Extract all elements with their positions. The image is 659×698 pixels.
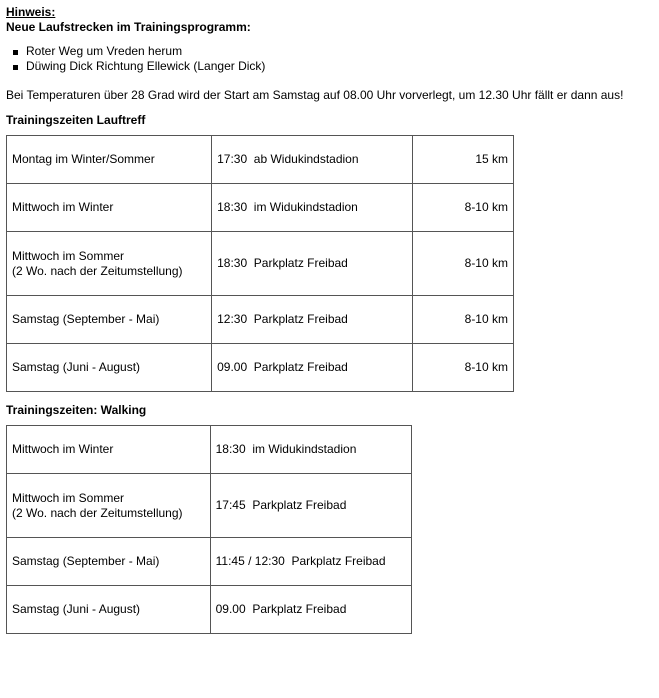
distance-cell: 8-10 km — [413, 184, 514, 232]
day-label: Mittwoch im Winter — [12, 200, 114, 214]
day-label: Samstag (Juni - August) — [12, 602, 141, 616]
day-cell — [7, 586, 211, 634]
day-label: Samstag (Juni - August) — [12, 360, 141, 374]
lauftreff-title: Trainingszeiten Lauftreff — [6, 113, 146, 127]
day-cell — [7, 344, 212, 392]
route-list — [6, 44, 654, 74]
notice-headline: Neue Laufstrecken im Trainingsprogramm: — [6, 20, 251, 34]
list-item: Düwing Dick Richtung Ellewick (Langer Dick) — [26, 59, 654, 74]
distance-cell: 8-10 km — [413, 296, 514, 344]
day-label: Samstag (September - Mai) — [12, 554, 160, 568]
day-cell — [7, 426, 211, 474]
lauftreff-table — [6, 135, 514, 392]
time-cell: 11:45 / 12:30 Parkplatz Freibad — [210, 538, 411, 586]
page-content — [6, 5, 654, 634]
day-cell — [7, 232, 212, 296]
day-label: Mittwoch im Winter — [12, 442, 114, 456]
time-cell: 18:30 im Widukindstadion — [212, 184, 413, 232]
day-label: Mittwoch im Sommer — [12, 490, 125, 505]
distance-cell: 8-10 km — [413, 232, 514, 296]
table-row — [7, 586, 412, 634]
time-cell: 09.00 Parkplatz Freibad — [210, 586, 411, 634]
time-cell: 18:30 im Widukindstadion — [210, 426, 411, 474]
notice-label: Hinweis: — [6, 5, 56, 19]
table-row — [7, 426, 412, 474]
table-row — [7, 344, 514, 392]
temperature-note: Bei Temperaturen über 28 Grad wird der Start am Samstag auf 08.00 Uhr vorverlegt, um 12.30 Uhr fällt er dann aus! — [6, 88, 624, 102]
day-cell — [7, 474, 211, 538]
table-row — [7, 474, 412, 538]
time-cell: 09.00 Parkplatz Freibad — [212, 344, 413, 392]
day-label: Montag im Winter/Sommer — [12, 152, 155, 166]
distance-cell: 15 km — [413, 136, 514, 184]
table-row — [7, 538, 412, 586]
day-label: Samstag (September - Mai) — [12, 312, 160, 326]
time-cell: 17:45 Parkplatz Freibad — [210, 474, 411, 538]
walking-title: Trainingszeiten: Walking — [6, 403, 147, 417]
day-note: (2 Wo. nach der Zeitumstellung) — [12, 505, 183, 520]
day-cell — [7, 538, 211, 586]
table-row — [7, 136, 514, 184]
walking-table — [6, 425, 412, 634]
table-row — [7, 232, 514, 296]
time-cell: 17:30 ab Widukindstadion — [212, 136, 413, 184]
time-cell: 12:30 Parkplatz Freibad — [212, 296, 413, 344]
day-note: (2 Wo. nach der Zeitumstellung) — [12, 263, 183, 278]
day-cell — [7, 296, 212, 344]
day-cell — [7, 136, 212, 184]
table-row — [7, 184, 514, 232]
day-cell — [7, 184, 212, 232]
list-item: Roter Weg um Vreden herum — [26, 44, 654, 59]
day-label: Mittwoch im Sommer — [12, 248, 125, 263]
time-cell: 18:30 Parkplatz Freibad — [212, 232, 413, 296]
table-row — [7, 296, 514, 344]
distance-cell: 8-10 km — [413, 344, 514, 392]
